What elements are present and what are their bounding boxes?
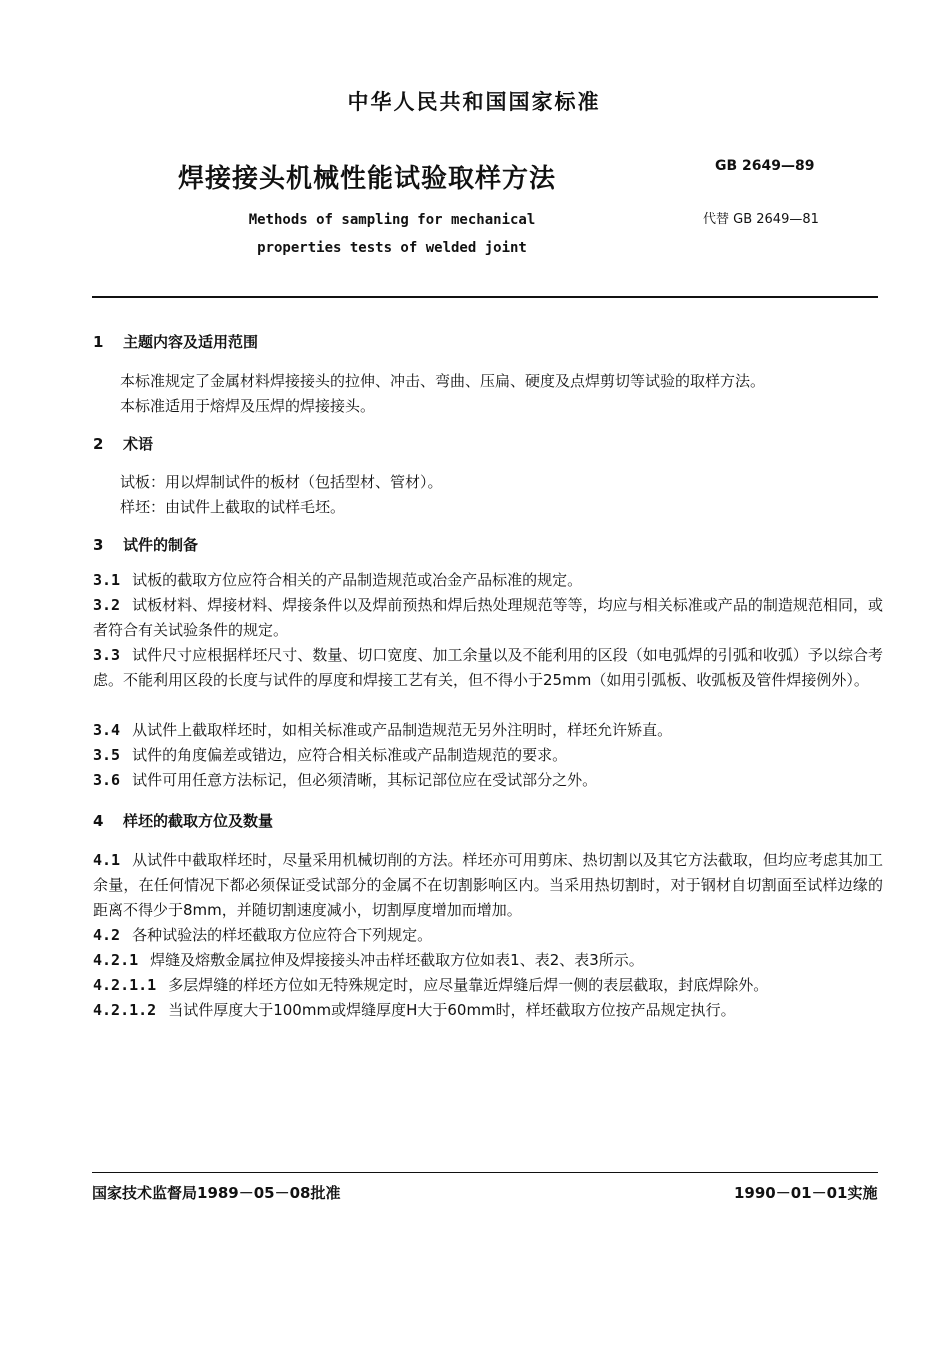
clause-3-6: 3.6 试件可用任意方法标记，但必须清晰，其标记部位应在受试部分之外。: [93, 771, 598, 789]
clause-3-4: 3.4 从试件上截取样坯时，如相关标准或产品制造规范无另外注明时，样坯允许矫直。: [93, 721, 673, 739]
section-1-paragraph-2: 本标准适用于熔焊及压焊的焊接接头。: [120, 397, 376, 415]
bottom-rule: [92, 1172, 878, 1173]
document-header: 中华人民共和国国家标准: [347, 90, 601, 114]
clause-3-2: 3.2 试板材料、焊接材料、焊接条件以及焊前预热和焊后热处理规范等等，均应与相关标准或产品的制造规范相同，或者符合有关试验条件的规定。: [93, 596, 883, 639]
clause-4-2-1-1: 4.2.1.1 多层焊缝的样坯方位如无特殊规定时，应尽量靠近焊缝后焊一侧的表层截取，封底焊除外。: [93, 976, 769, 994]
replaces-standard: 代替 GB 2649—81: [703, 212, 819, 227]
english-title: Methods of sampling for mechanical properties tests of welded joint: [248, 212, 536, 256]
top-rule: [92, 296, 878, 298]
section-2-paragraph-2: 样坯：由试件上截取的试样毛坯。: [120, 498, 346, 516]
section-heading-2: 2 术语: [93, 435, 154, 453]
section-2-paragraph-1: 试板：用以焊制试件的板材（包括型材、管材）。: [120, 473, 443, 491]
section-1-paragraph-1: 本标准规定了金属材料焊接接头的拉伸、冲击、弯曲、压扁、硬度及点焊剪切等试验的取样方法。: [120, 372, 766, 390]
clause-3-1: 3.1 试板的截取方位应符合相关的产品制造规范或冶金产品标准的规定。: [93, 571, 583, 589]
section-heading-3: 3 试件的制备: [93, 536, 199, 554]
section-heading-4: 4 样坯的截取方位及数量: [93, 812, 274, 830]
clause-3-3: 3.3 试件尺寸应根据样坯尺寸、数量、切口宽度、加工余量以及不能利用的区段（如电弧焊的引弧和收弧）予以综合考虑。不能利用区段的长度与试件的厚度和焊接工艺有关，但不得小于25mm（如用引弧板、收弧板及管件焊接例外）。: [93, 646, 883, 689]
effective-date: 1990－01－01实施: [734, 1184, 878, 1202]
clause-4-2-1: 4.2.1 焊缝及熔敷金属拉伸及焊接接头冲击样坯截取方位如表1、表2、表3所示。: [93, 951, 644, 969]
clause-4-2-1-2: 4.2.1.2 当试件厚度大于100mm或焊缝厚度H大于60mm时，样坯截取方位按产品规定执行。: [93, 1001, 736, 1019]
clause-4-2: 4.2 各种试验法的样坯截取方位应符合下列规定。: [93, 926, 433, 944]
clause-3-5: 3.5 试件的角度偏差或错边，应符合相关标准或产品制造规范的要求。: [93, 746, 568, 764]
standard-code: GB 2649—89: [715, 158, 815, 174]
approval-date: 国家技术监督局1989－05－08批准: [92, 1184, 341, 1202]
section-heading-1: 1 主题内容及适用范围: [93, 333, 259, 351]
clause-4-1: 4.1 从试件中截取样坯时，尽量采用机械切削的方法。样坯亦可用剪床、热切割以及其它方法截取，但均应考虑其加工余量，在任何情况下都必须保证受试部分的金属不在切割影响区内。当采用热切割时，对于钢材自切割面至试样边缘的距离不得少于8mm，并随切割速度减小，切割厚度增加而增加。: [93, 851, 883, 919]
document-title: 焊接接头机械性能试验取样方法: [178, 164, 557, 194]
